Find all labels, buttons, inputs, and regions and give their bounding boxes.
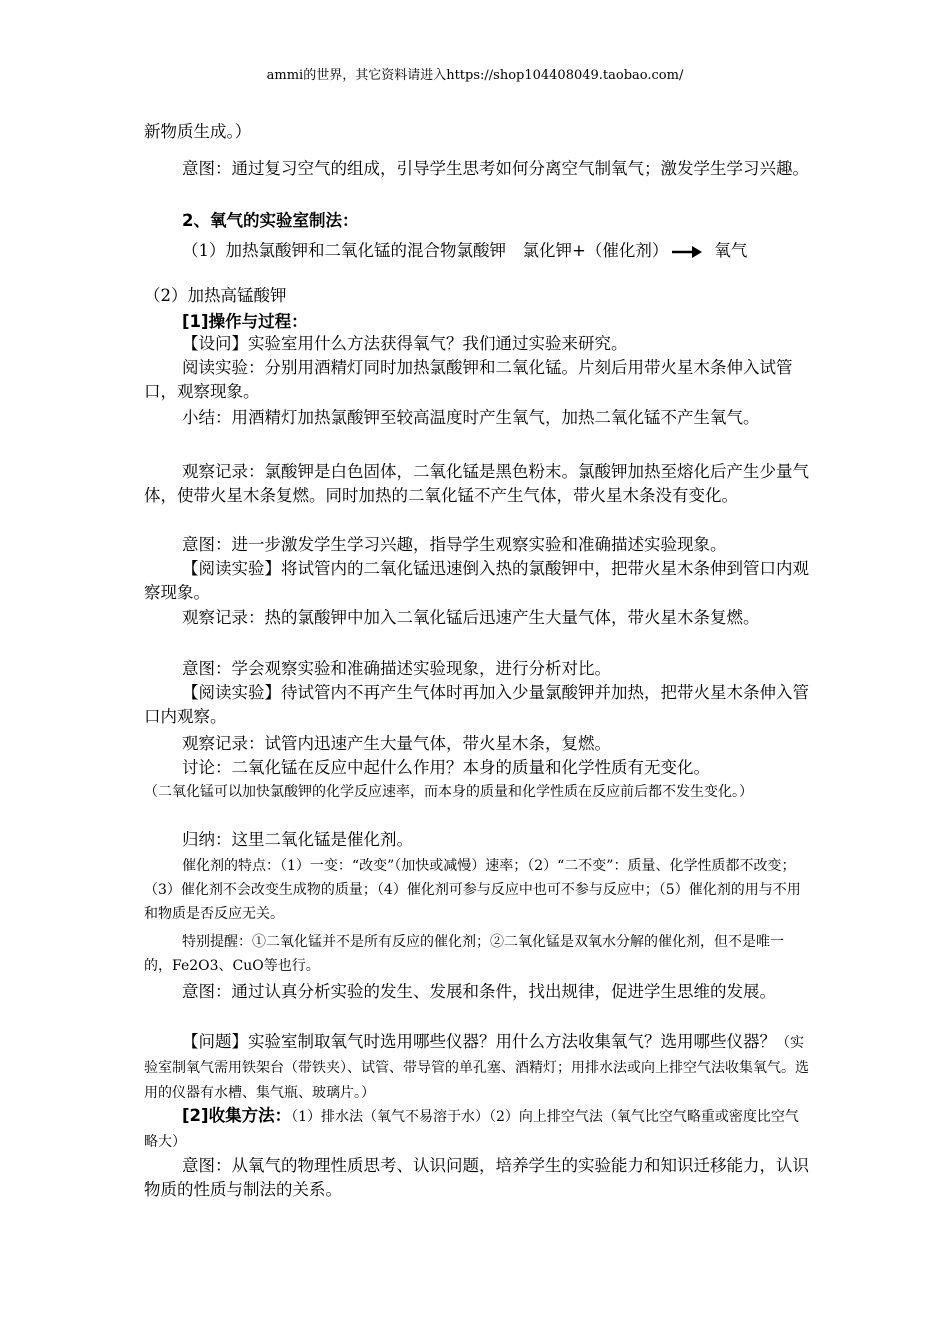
- collection-method-1-note: （氧气不易溶于水）: [363, 1109, 489, 1125]
- question-1: 【设问】实验室用什么方法获得氧气？我们通过实验来研究。: [182, 334, 628, 353]
- observation-2: 观察记录：热的氯酸钾中加入二氧化锰后迅速产生大量气体，带火星木条复燃。: [182, 608, 760, 627]
- reading-experiment-1: 阅读实验：分别用酒精灯同时加热氯酸钾和二氧化锰。片刻后用带火星木条伸入试管口，观察现象。: [144, 358, 793, 401]
- method-1-line: [182, 239, 812, 263]
- section-heading-lab-method: 2、氧气的实验室制法：: [182, 211, 359, 230]
- observation-3: 观察记录：试管内迅速产生大量气体，带火星木条，复燃。: [182, 734, 611, 753]
- summary-1: 小结：用酒精灯加热氯酸钾至较高温度时产生氧气，加热二氧化锰不产生氧气。: [182, 408, 760, 427]
- collection-method-2-note: （氧气比空气略重或密度比空气略大）: [144, 1109, 799, 1150]
- paragraph-continuation: 新物质生成。）: [144, 122, 252, 141]
- question-2-text: 【问题】实验室制取氧气时选用哪些仪器？用什么方法收集氧气？选用哪些仪器？: [182, 1032, 776, 1051]
- intent-2: 意图：进一步激发学生学习兴趣，指导学生观察实验和准确描述实验现象。: [182, 535, 727, 554]
- reading-experiment-3: 【阅读实验】待试管内不再产生气体时再加入少量氯酸钾并加热，把带火星木条伸入管口内观察。: [144, 683, 809, 726]
- method-2: （2）加热高锰酸钾: [144, 286, 287, 305]
- collection-heading: [2]收集方法：: [182, 1106, 292, 1125]
- intent-4: 意图：通过认真分析实验的发生、发展和条件，找出规律，促进学生思维的发展。: [182, 982, 776, 1001]
- operation-heading: [1]操作与过程：: [182, 312, 308, 331]
- catalyst-features: 催化剂的特点：（1）一变：“改变”（加快或减慢）速率；（2）“二不变”：质量、化学性质都不改变；（3）催化剂不会改变生成物的质量；（4）催化剂可参与反应中也可不参与反应中；（5）催化剂的用与不用和物质是否反应无关。: [144, 858, 801, 922]
- collection-method-2: （2）向上排空气法: [489, 1109, 603, 1125]
- intent-3: 意图：学会观察实验和准确描述实验现象，进行分析对比。: [182, 659, 611, 678]
- intent-5: 意图：从氧气的物理性质思考、认识问题，培养学生的实验能力和知识迁移能力，认识物质的性质与制法的关系。: [144, 1156, 809, 1199]
- special-reminder: 特别提醒：①二氧化锰并不是所有反应的催化剂；②二氧化锰是双氧水分解的催化剂，但不是唯一的，Fe2O3、CuO等也行。: [144, 934, 784, 974]
- discussion-answer: （二氧化锰可以加快氯酸钾的化学反应速率，而本身的质量和化学性质在反应前后都不发生变化。）: [144, 784, 753, 800]
- reaction-arrow-icon: [672, 246, 702, 258]
- collection-method-1: （1）排水法: [291, 1109, 363, 1125]
- question-2: [144, 1030, 809, 1105]
- reading-experiment-2: 【阅读实验】将试管内的二氧化锰迅速倒入热的氯酸钾中，把带火星木条伸到管口内观察现象。: [144, 559, 809, 602]
- question-2-answer: （实验室制氧气需用铁架台（带铁夹）、试管、带导管的单孔塞、酒精灯；用排水法或向上排空气法收集氧气。选用的仪器有水槽、集气瓶、玻璃片。）: [144, 1035, 809, 1101]
- method-1-text: （1）加热氯酸钾和二氧化锰的混合物氯酸钾 氯化钾+（催化剂）: [182, 241, 669, 260]
- paragraph-intent-1: 意图：通过复习空气的组成，引导学生思考如何分离空气制氧气；激发学生学习兴趣。: [182, 159, 809, 178]
- observation-1: 观察记录：氯酸钾是白色固体，二氧化锰是黑色粉末。氯酸钾加热至熔化后产生少量气体，使带火星木条复燃。同时加热的二氧化锰不产生气体，带火星木条没有变化。: [144, 462, 809, 505]
- discussion: 讨论：二氧化锰在反应中起什么作用？本身的质量和化学性质有无变化。: [182, 758, 710, 777]
- collection-methods: [144, 1104, 809, 1154]
- page-header: ammi的世界，其它资料请进入https://shop104408049.taobao.com/: [266, 68, 684, 83]
- conclusion: 归纳：这里二氧化锰是催化剂。: [182, 830, 413, 849]
- method-1-product: 氧气: [714, 241, 748, 260]
